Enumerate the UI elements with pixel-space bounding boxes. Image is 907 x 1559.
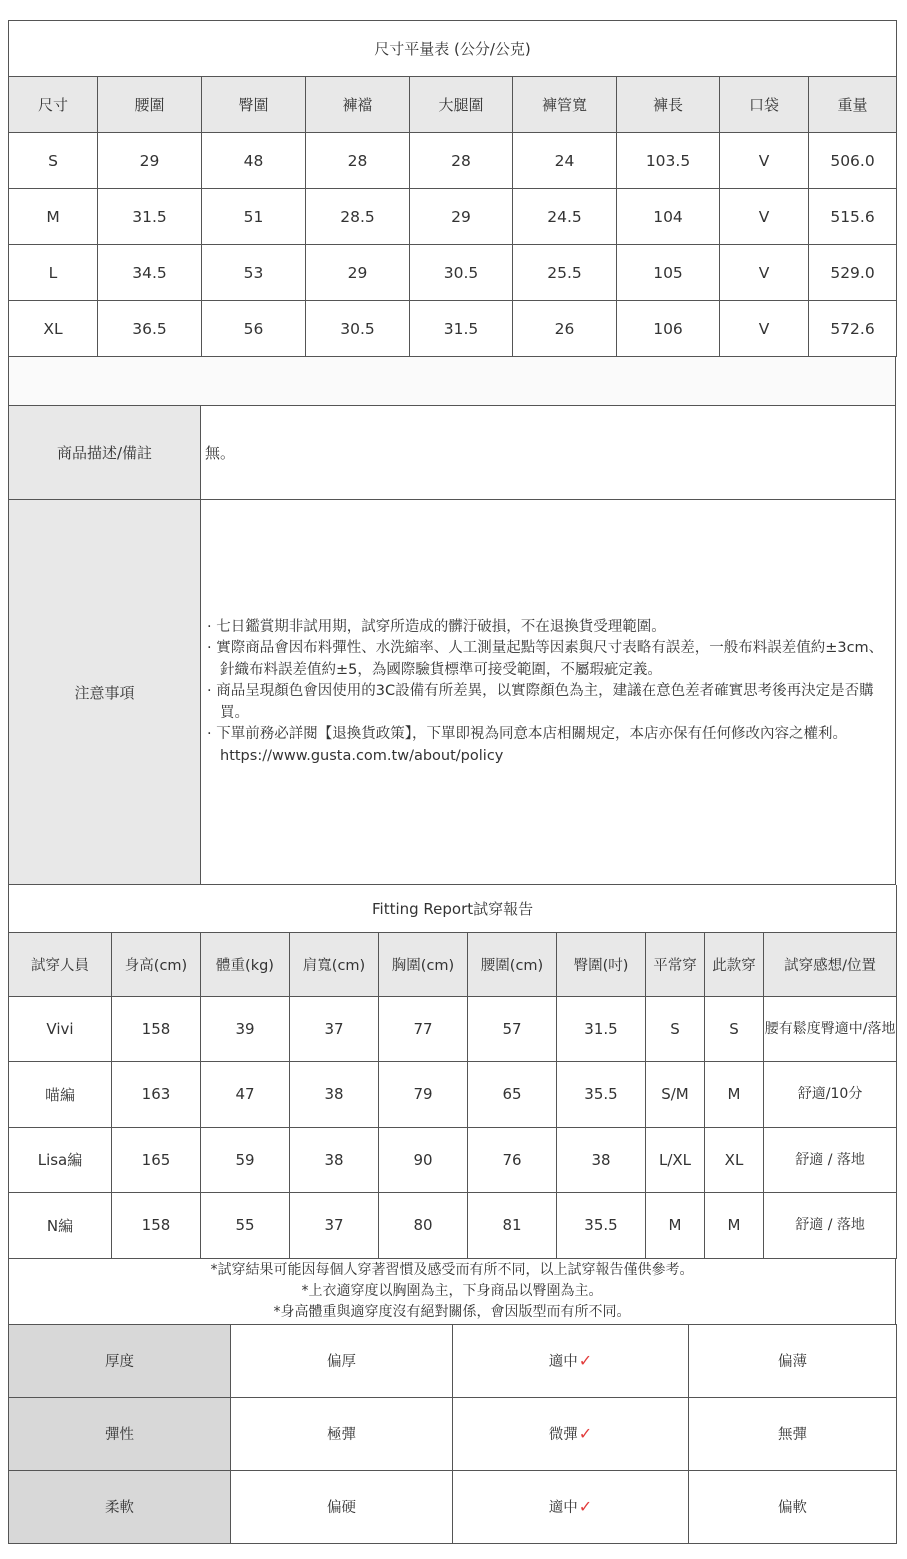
remark-line: *上衣適穿度以胸圍為主，下身商品以臀圍為主。 (301, 1282, 603, 1299)
description-table (8, 405, 896, 885)
table-cell: 37 (290, 1193, 379, 1259)
table-row (9, 1127, 897, 1193)
table-cell: 158 (112, 996, 201, 1062)
table-cell: 80 (379, 1193, 468, 1259)
table-cell: 26 (513, 301, 617, 357)
col-header: 此款穿 (705, 932, 764, 996)
col-header: 腰圍 (98, 77, 202, 133)
table-cell: 30.5 (306, 301, 410, 357)
fitting-remarks (8, 1259, 896, 1324)
product-info-sheet (8, 20, 896, 1544)
table-cell: 30.5 (410, 245, 513, 301)
table-cell: 舒適 / 落地 (764, 1193, 897, 1259)
notes-label: 注意事項 (9, 500, 201, 885)
table-row (9, 301, 897, 357)
table-cell: 31.5 (98, 189, 202, 245)
table-row (9, 133, 897, 189)
feel-label: 柔軟 (9, 1470, 231, 1543)
table-cell: 165 (112, 1127, 201, 1193)
list-item: · 實際商品會因布料彈性、水洗縮率、人工測量起點等因素與尺寸表略有誤差，一般布料誤差值約±3cm、針織布料誤差值約±5，為國際驗貨標準可接受範圍，不屬瑕疵定義。 (207, 640, 884, 678)
col-header: 試穿人員 (9, 932, 112, 996)
table-cell: 163 (112, 1062, 201, 1128)
table-cell: 31.5 (410, 301, 513, 357)
col-header: 大腿圍 (410, 77, 513, 133)
table-cell: 90 (379, 1127, 468, 1193)
feel-option (453, 1324, 689, 1397)
check-icon: ✓ (578, 1351, 593, 1370)
table-cell: 喵編 (9, 1062, 112, 1128)
col-header: 平常穿 (646, 932, 705, 996)
notes-list (201, 617, 895, 768)
table-cell: 103.5 (617, 133, 720, 189)
section-spacer (8, 357, 896, 405)
table-cell: 38 (290, 1062, 379, 1128)
col-header: 口袋 (720, 77, 809, 133)
remark-line: *試穿結果可能因每個人穿著習慣及感受而有所不同，以上試穿報告僅供參考。 (210, 1261, 694, 1278)
table-cell: 腰有鬆度臀適中/落地 (764, 996, 897, 1062)
notes-content (201, 500, 896, 885)
col-header: 胸圍(cm) (379, 932, 468, 996)
option-label: 偏薄 (778, 1354, 807, 1370)
table-cell: 36.5 (98, 301, 202, 357)
description-value: 無。 (201, 406, 896, 500)
table-cell: 65 (468, 1062, 557, 1128)
table-cell: L/XL (646, 1127, 705, 1193)
feel-label: 彈性 (9, 1397, 231, 1470)
table-cell: 35.5 (557, 1193, 646, 1259)
table-cell: 31.5 (557, 996, 646, 1062)
list-item: · 七日鑑賞期非試用期，試穿所造成的髒汙破損，不在退換貨受理範圍。 (207, 618, 666, 635)
table-cell: 105 (617, 245, 720, 301)
feel-row-thickness (9, 1324, 897, 1397)
col-header: 褲襠 (306, 77, 410, 133)
fitting-table-header (9, 932, 897, 996)
feel-option (453, 1470, 689, 1543)
size-table (8, 20, 897, 357)
table-cell: 35.5 (557, 1062, 646, 1128)
col-header: 重量 (809, 77, 897, 133)
col-header: 腰圍(cm) (468, 932, 557, 996)
table-cell: S/M (646, 1062, 705, 1128)
option-label: 適中 (548, 1354, 578, 1370)
feel-label: 厚度 (9, 1324, 231, 1397)
feel-row-elasticity (9, 1397, 897, 1470)
table-cell: M (705, 1062, 764, 1128)
table-cell: 舒適/10分 (764, 1062, 897, 1128)
table-cell: 57 (468, 996, 557, 1062)
feel-option (689, 1397, 897, 1470)
size-table-title: 尺寸平量表 (公分/公克) (9, 21, 897, 77)
table-cell: 舒適 / 落地 (764, 1127, 897, 1193)
table-cell: Vivi (9, 996, 112, 1062)
table-row (9, 1062, 897, 1128)
col-header: 褲長 (617, 77, 720, 133)
table-cell: S (646, 996, 705, 1062)
fitting-report-table (8, 885, 897, 1259)
feel-option (231, 1470, 453, 1543)
table-cell: 25.5 (513, 245, 617, 301)
table-row (9, 245, 897, 301)
option-label: 適中 (548, 1500, 578, 1516)
table-cell: 56 (202, 301, 306, 357)
list-item: · 商品呈現顏色會因使用的3C設備有所差異，以實際顏色為主，建議在意色差者確實思考後再決定是否購買。 (207, 683, 874, 721)
table-cell: 48 (202, 133, 306, 189)
table-cell: V (720, 133, 809, 189)
table-cell: 572.6 (809, 301, 897, 357)
table-row (9, 189, 897, 245)
list-item: · 下單前務必詳閱【退換貨政策】，下單即視為同意本店相關規定，本店亦保有任何修改內容之權利。https://www.gusta.com.tw/about/policy (207, 726, 847, 764)
table-cell: 77 (379, 996, 468, 1062)
option-label: 偏硬 (327, 1500, 356, 1516)
option-label: 偏軟 (778, 1500, 807, 1516)
feel-row-softness (9, 1470, 897, 1543)
option-label: 極彈 (327, 1427, 356, 1443)
table-cell: S (9, 133, 98, 189)
table-row (9, 1193, 897, 1259)
table-cell: 506.0 (809, 133, 897, 189)
table-cell: 28.5 (306, 189, 410, 245)
table-cell: 47 (201, 1062, 290, 1128)
feel-option (689, 1470, 897, 1543)
table-cell: 28 (410, 133, 513, 189)
check-icon: ✓ (578, 1424, 593, 1443)
table-cell: 515.6 (809, 189, 897, 245)
table-cell: 158 (112, 1193, 201, 1259)
col-header: 試穿感想/位置 (764, 932, 897, 996)
fitting-report-title: Fitting Report試穿報告 (9, 885, 897, 932)
option-label: 微彈 (548, 1427, 578, 1443)
table-cell: 79 (379, 1062, 468, 1128)
table-cell: 29 (306, 245, 410, 301)
table-cell: 81 (468, 1193, 557, 1259)
col-header: 尺寸 (9, 77, 98, 133)
table-cell: 59 (201, 1127, 290, 1193)
col-header: 體重(kg) (201, 932, 290, 996)
table-cell: 529.0 (809, 245, 897, 301)
table-cell: 24 (513, 133, 617, 189)
col-header: 肩寬(cm) (290, 932, 379, 996)
table-cell: M (646, 1193, 705, 1259)
table-cell: 29 (410, 189, 513, 245)
table-cell: V (720, 245, 809, 301)
table-cell: V (720, 301, 809, 357)
col-header: 身高(cm) (112, 932, 201, 996)
table-cell: S (705, 996, 764, 1062)
table-row (9, 996, 897, 1062)
size-table-header (9, 77, 897, 133)
table-cell: 28 (306, 133, 410, 189)
feel-option (231, 1397, 453, 1470)
feel-option (231, 1324, 453, 1397)
check-icon: ✓ (578, 1497, 593, 1516)
feel-option (453, 1397, 689, 1470)
table-cell: N編 (9, 1193, 112, 1259)
option-label: 無彈 (778, 1427, 807, 1443)
table-cell: 38 (290, 1127, 379, 1193)
table-cell: XL (705, 1127, 764, 1193)
table-cell: 34.5 (98, 245, 202, 301)
table-cell: 53 (202, 245, 306, 301)
col-header: 臀圍 (202, 77, 306, 133)
table-cell: 24.5 (513, 189, 617, 245)
col-header: 臀圍(吋) (557, 932, 646, 996)
table-cell: L (9, 245, 98, 301)
table-cell: M (9, 189, 98, 245)
table-cell: 37 (290, 996, 379, 1062)
table-cell: 104 (617, 189, 720, 245)
table-cell: 51 (202, 189, 306, 245)
option-label: 偏厚 (327, 1354, 356, 1370)
table-cell: 55 (201, 1193, 290, 1259)
table-cell: M (705, 1193, 764, 1259)
table-cell: 29 (98, 133, 202, 189)
col-header: 褲管寬 (513, 77, 617, 133)
table-cell: Lisa編 (9, 1127, 112, 1193)
fabric-feel-table (8, 1324, 897, 1544)
table-cell: 76 (468, 1127, 557, 1193)
description-label: 商品描述/備註 (9, 406, 201, 500)
table-cell: 38 (557, 1127, 646, 1193)
feel-option (689, 1324, 897, 1397)
table-cell: V (720, 189, 809, 245)
table-cell: XL (9, 301, 98, 357)
remark-line: *身高體重與適穿度沒有絕對關係，會因版型而有所不同。 (273, 1303, 631, 1320)
table-cell: 39 (201, 996, 290, 1062)
table-cell: 106 (617, 301, 720, 357)
